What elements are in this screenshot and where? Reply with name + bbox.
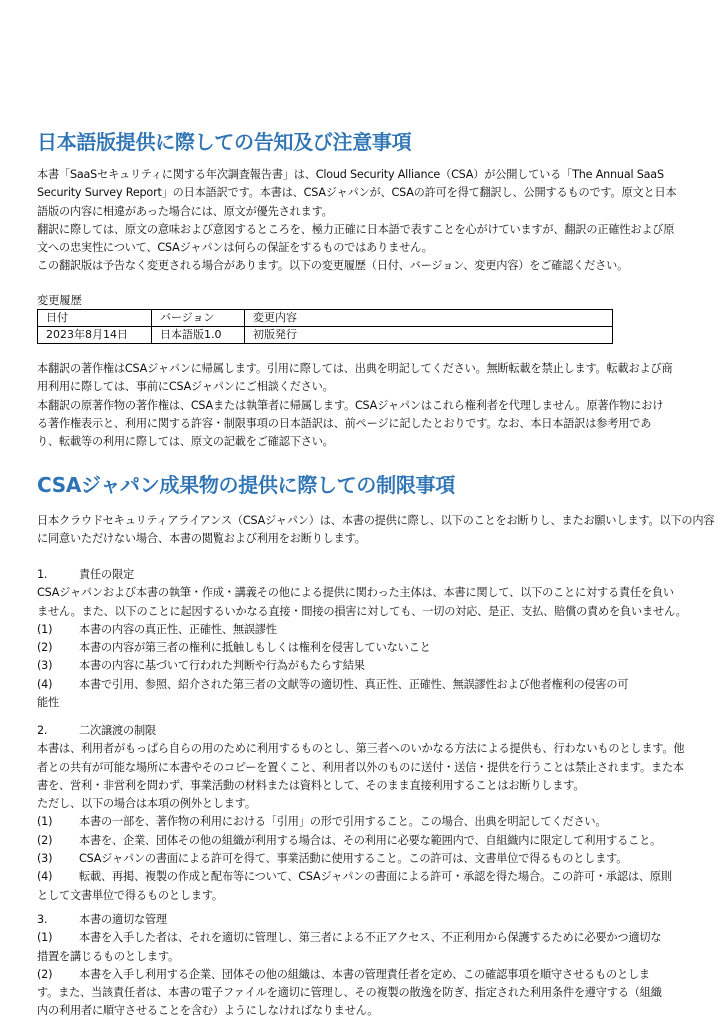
section-3: 3. 本書の適切な管理 (1) 本書を入手した者は、それを適切に管理し、第三者による不正アクセス、不正利用から保護するために必要かつ適切な 措置を講じるものとします。 (2) 本書を入手し利用する企業、団体その他の組織は、本書の管理責任者を定め、この確認事項を順守させるものとしま す。また、当該責任者は、本書の電子ファイルを適切に管理し、その複製の散逸を防ぎ、指定された利用条件を遵守する（組織 内の利用者に順守させることを含む）ようにしなければなりません。 bbox=[37, 911, 711, 1021]
disclaimer-paragraph: 日本クラウドセキュリティアライアンス（CSAジャパン）は、本書の提供に際し、以下のことをお断りし、またお願いします。以下の内容 に同意いただけない場合、本書の閲覧および利用をお断りします。 bbox=[37, 514, 715, 546]
list-item: (3) CSAジャパンの書面による許可を得て、事業活動に使用すること。この許可は、文書単位で得るものとします。 bbox=[37, 852, 628, 866]
table-header-version: バージョン bbox=[152, 310, 245, 327]
section-1: 1. 責任の限定 CSAジャパンおよび本書の執筆・作成・講義その他による提供に関わった主体は、本書に関して、以下のことに対する責任を負い ません。また、以下のことに起因するいかなる直接・間接の損害に対しても、一切の対応、是正、支払、賠償の責めを負いません。 (1) 本書の内容の真正性、正確性、無誤謬性 (2) 本書の内容が第三者の権利に抵触しもしくは権利を侵害していないこと (3) 本書の内容に基づいて行われた判断や行為がもたらす結果 (4) 本書で引用、参照、紹介された第三者の文献等の適切性、真正性、正確性、無誤謬性および他者権利の侵害の可 能性 bbox=[37, 566, 711, 712]
table-header-changes: 変更内容 bbox=[245, 310, 613, 327]
list-item: (1) 本書を入手した者は、それを適切に管理し、第三者による不正アクセス、不正利用から保護するために必要かつ適切な bbox=[37, 931, 662, 945]
table-row bbox=[38, 310, 613, 327]
history-label: 変更履歴 bbox=[37, 294, 82, 307]
heading-restrictions: CSAジャパン成果物の提供に際しての制限事項 bbox=[37, 473, 455, 497]
table-cell-version: 日本語版1.0 bbox=[152, 327, 245, 344]
section-title: 2. 二次譲渡の制限 bbox=[37, 724, 156, 737]
table-header-date: 日付 bbox=[38, 310, 152, 327]
list-item: (4) 転載、再掲、複製の作成と配布等について、CSAジャパンの書面による許可・承認を得た場合。この許可・承認は、原則 bbox=[37, 870, 672, 884]
section-title: 3. 本書の適切な管理 bbox=[37, 913, 167, 926]
list-item: (1) 本書の一部を、著作物の利用における「引用」の形で引用すること。この場合、出典を明記してください。 bbox=[37, 815, 607, 829]
intro-paragraph: 本書「SaaSセキュリティに関する年次調査報告書」は、Cloud Security Alliance（CSA）が公開している「The Annual SaaS Security Survey Report」の日本語訳です。本書は、CSAジャパンが、CSAの許可を得て翻訳し、公開するものです。原文と日本 語版の内容に相違があった場合には、原文が優先されます。 翻訳に際しては、原文の意味および意図するところを、極力正確に日本語で表すことを心がけていますが、翻訳の正確性および原 文への忠実性について、CSAジャパンは何らの保証をするものではありません。 この翻訳版は予告なく変更される場合があります。以下の変更履歴（日付、バージョン、変更内容）をご確認ください。 bbox=[37, 168, 677, 273]
section-title: 1. 責任の限定 bbox=[37, 568, 134, 581]
table-cell-changes: 初版発行 bbox=[245, 327, 613, 344]
list-item: (1) 本書の内容の真正性、正確性、無誤謬性 bbox=[37, 622, 277, 636]
change-history-table bbox=[37, 309, 613, 344]
list-item: (4) 本書で引用、参照、紹介された第三者の文献等の適切性、真正性、正確性、無誤謬性および他者権利の侵害の可 bbox=[37, 677, 629, 691]
table-row bbox=[38, 327, 613, 344]
copyright-paragraph: 本翻訳の著作権はCSAジャパンに帰属します。引用に際しては、出典を明記してください。無断転載を禁止します。転載および商 用利用に際しては、事前にCSAジャパンにご相談ください。 本翻訳の原著作物の著作権は、CSAまたは執筆者に帰属します。CSAジャパンはこれら権利者を代理しません。原著作物におけ る著作権表示と、利用に関する許容・制限事項の日本語訳は、前ページに記したとおりです。なお、本日本語訳は参考用であ り、転載等の利用に際しては、原文の記載をご確認下さい。 bbox=[37, 362, 673, 449]
section-2: 2. 二次譲渡の制限 本書は、利用者がもっぱら自らの用のために利用するものとし、第三者へのいかなる方法による提供も、行わないものとします。他 者との共有が可能な場所に本書やそのコピーを置くこと、利用者以外のものに送付・送信・提供を行うことは禁止されます。また本 書を、営利・非営利を問わず、事業活動の材料または資料として、そのまま直接利用することはお断りします。 ただし、以下の場合は本項の例外とします。 (1) 本書の一部を、著作物の利用における「引用」の形で引用すること。この場合、出典を明記してください。 (2) 本書を、企業、団体その他の組織が利用する場合は、その利用に必要な範囲内で、自組織内に限定して利用すること。 (3) CSAジャパンの書面による許可を得て、事業活動に使用すること。この許可は、文書単位で得るものとします。 (4) 転載、再掲、複製の作成と配布等について、CSAジャパンの書面による許可・承認を得た場合。この許可・承認は、原則 として文書単位で得るものとします。 bbox=[37, 722, 711, 905]
table-cell-date: 2023年8月14日 bbox=[38, 327, 152, 344]
list-item: (3) 本書の内容に基づいて行われた判断や行為がもたらす結果 bbox=[37, 659, 365, 673]
list-item: (2) 本書を、企業、団体その他の組織が利用する場合は、その利用に必要な範囲内で、自組織内に限定して利用すること。 bbox=[37, 833, 662, 847]
heading-notice: 日本語版提供に際しての告知及び注意事項 bbox=[37, 130, 412, 154]
list-item: (2) 本書を入手し利用する企業、団体その他の組織は、本書の管理責任者を定め、この確認事項を順守させるものとしま bbox=[37, 967, 650, 981]
list-item: (2) 本書の内容が第三者の権利に抵触しもしくは権利を侵害していないこと bbox=[37, 641, 431, 655]
